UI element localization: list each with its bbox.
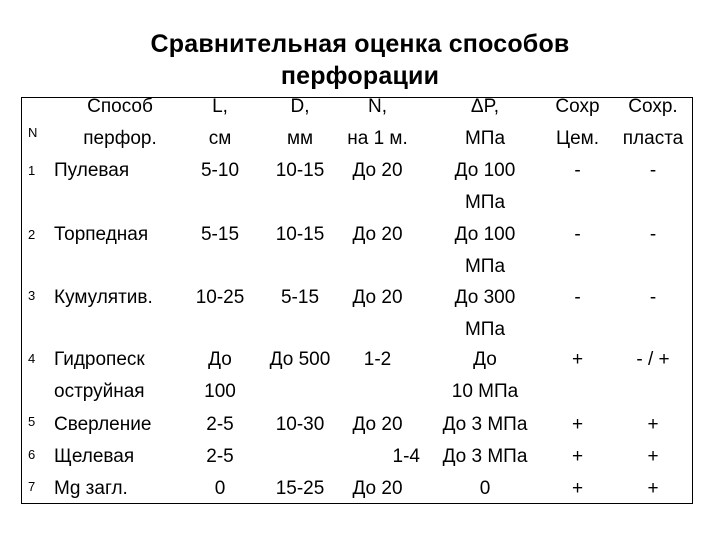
row-cem: - (574, 160, 581, 181)
header-d-line2: мм (286, 128, 314, 149)
row-cem: + (571, 478, 584, 499)
row-dp-line2: МПа (464, 319, 506, 340)
row-number: 6 (28, 447, 36, 462)
header-cem-line1: Сохр (555, 96, 600, 117)
row-l: 2-5 (206, 414, 234, 435)
row-number: 4 (28, 351, 36, 366)
row-count: До 20 (352, 160, 403, 181)
row-d: 10-15 (275, 224, 325, 245)
title-line-2: перфорации (280, 62, 440, 90)
row-l: 2-5 (206, 446, 234, 467)
header-method-line2: перфор. (83, 128, 157, 149)
title-line-1: Сравнительная оценка способов (150, 30, 570, 58)
row-number: 7 (28, 479, 36, 494)
row-count: До 20 (352, 287, 403, 308)
row-cem: - (574, 287, 581, 308)
row-l: 10-25 (195, 287, 245, 308)
row-dp: 0 (479, 478, 491, 499)
row-dp-line1: До 100 (454, 224, 516, 245)
row-layer: - (649, 287, 657, 308)
row-dp-line1: До 100 (454, 160, 516, 181)
row-method: Mg загл. (54, 478, 128, 499)
row-l-line2: 100 (204, 381, 236, 402)
row-number: 2 (28, 227, 36, 242)
row-layer: - (649, 224, 657, 245)
row-l: 5-10 (200, 160, 240, 181)
header-dp-line2: МПа (464, 128, 506, 149)
row-number: 5 (28, 414, 36, 429)
row-d: 5-15 (280, 287, 320, 308)
row-layer: + (647, 414, 659, 435)
row-method-line2: оструйная (54, 381, 145, 402)
row-method: Щелевая (54, 446, 135, 467)
header-count-line2: на 1 м. (347, 128, 408, 149)
row-method: Сверление (54, 414, 152, 435)
header-d-line1: D, (290, 96, 310, 117)
row-dp-line1: До (473, 349, 497, 370)
header-dp-line1: ΔP, (470, 96, 500, 117)
row-dp-line2: МПа (464, 192, 506, 213)
row-count: 1-2 (363, 349, 392, 370)
row-method: Пулевая (54, 160, 130, 181)
row-dp: До 3 МПа (442, 414, 528, 435)
row-count: До 20 (352, 414, 403, 435)
header-l-line1: L, (212, 96, 228, 117)
row-l-line1: До (208, 349, 232, 370)
row-number: 1 (28, 163, 36, 178)
row-cem: - (574, 224, 581, 245)
row-count: До 20 (352, 224, 403, 245)
row-layer: + (647, 478, 659, 499)
row-method: Кумулятив. (54, 287, 153, 308)
row-d: 15-25 (275, 478, 325, 499)
row-method: Торпедная (54, 224, 149, 245)
row-cem: + (571, 414, 584, 435)
header-layer-line1: Сохр. (628, 96, 678, 117)
header-layer-line2: пласта (622, 128, 684, 149)
row-method-line1: Гидропеск (54, 349, 145, 370)
row-cem: + (571, 349, 584, 370)
row-l: 5-15 (200, 224, 240, 245)
row-dp-line2: 10 МПа (451, 381, 519, 402)
row-d: 10-30 (275, 414, 325, 435)
row-d: До 500 (269, 349, 331, 370)
row-cem: + (571, 446, 584, 467)
slide-title (100, 28, 620, 92)
row-dp: До 3 МПа (442, 446, 528, 467)
header-n: N (28, 125, 38, 140)
row-dp-line2: МПа (464, 256, 506, 277)
header-l-line2: см (208, 128, 232, 149)
header-count-line1: N, (368, 96, 387, 117)
row-count: 1-4 (392, 446, 420, 467)
row-l: 0 (214, 478, 226, 499)
row-dp-line1: До 300 (454, 287, 516, 308)
header-method-line1: Способ (87, 96, 153, 117)
row-number: 3 (28, 288, 36, 303)
header-cem-line2: Цем. (556, 128, 599, 149)
row-layer: - / + (636, 349, 670, 370)
row-count: До 20 (352, 478, 403, 499)
row-layer: - (649, 160, 657, 181)
row-d: 10-15 (275, 160, 325, 181)
row-layer: + (647, 446, 659, 467)
